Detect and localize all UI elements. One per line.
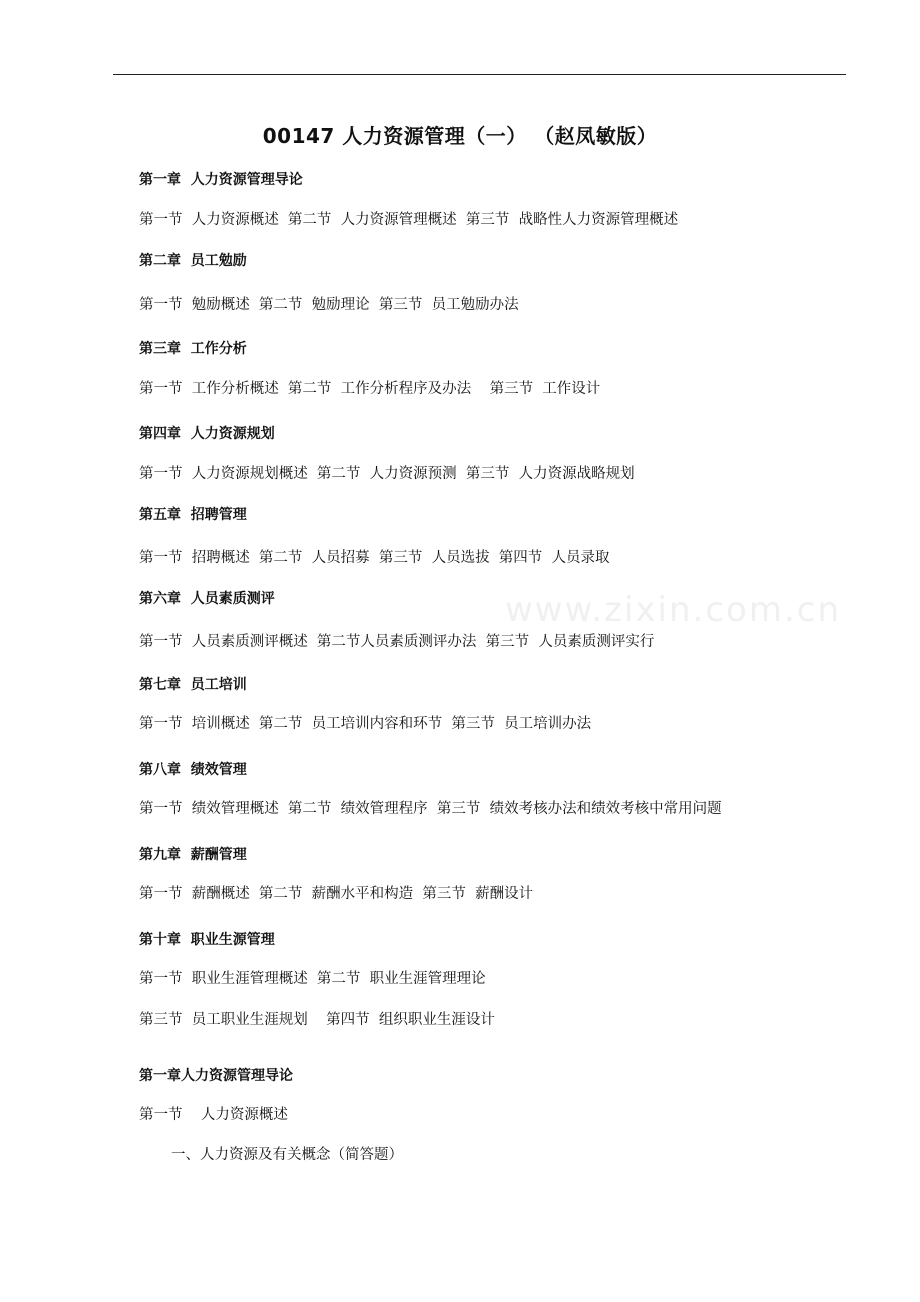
body-section-heading: 第一节 人力资源概述 (139, 1107, 288, 1123)
body-subsection: 一、人力资源及有关概念（简答题） (171, 1147, 403, 1163)
toc-sections-2: 第一节 勉励概述 第二节 勉励理论 第三节 员工勉励办法 (139, 297, 519, 313)
toc-chapter-4: 第四章 人力资源规划 (139, 426, 275, 442)
toc-sections-10a: 第一节 职业生涯管理概述 第二节 职业生涯管理理论 (139, 971, 486, 987)
toc-chapter-9: 第九章 薪酬管理 (139, 847, 247, 863)
toc-sections-5: 第一节 招聘概述 第二节 人员招募 第三节 人员选拔 第四节 人员录取 (139, 550, 610, 566)
document-title: 00147 人力资源管理（一） （赵凤敏版） (262, 124, 658, 148)
toc-chapter-6: 第六章 人员素质测评 (139, 591, 275, 607)
toc-chapter-8: 第八章 绩效管理 (139, 762, 247, 778)
toc-sections-6: 第一节 人员素质测评概述 第二节人员素质测评办法 第三节 人员素质测评实行 (139, 634, 655, 650)
toc-sections-4: 第一节 人力资源规划概述 第二节 人力资源预测 第三节 人力资源战略规划 (139, 466, 635, 482)
toc-chapter-10: 第十章 职业生源管理 (139, 932, 275, 948)
toc-sections-7: 第一节 培训概述 第二节 员工培训内容和环节 第三节 员工培训办法 (139, 716, 592, 732)
toc-sections-3: 第一节 工作分析概述 第二节 工作分析程序及办法 第三节 工作设计 (139, 381, 601, 397)
toc-chapter-1: 第一章 人力资源管理导论 (139, 172, 303, 188)
watermark: www.zixin.com.cn (505, 590, 841, 630)
toc-chapter-3: 第三章 工作分析 (139, 341, 247, 357)
toc-chapter-7: 第七章 员工培训 (139, 677, 247, 693)
toc-sections-8: 第一节 绩效管理概述 第二节 绩效管理程序 第三节 绩效考核办法和绩效考核中常用问题 (139, 801, 722, 817)
toc-sections-1: 第一节 人力资源概述 第二节 人力资源管理概述 第三节 战略性人力资源管理概述 (139, 212, 679, 228)
toc-chapter-5: 第五章 招聘管理 (139, 507, 247, 523)
toc-sections-10b: 第三节 员工职业生涯规划 第四节 组织职业生涯设计 (139, 1012, 495, 1028)
toc-chapter-2: 第二章 员工勉励 (139, 253, 247, 269)
toc-sections-9: 第一节 薪酬概述 第二节 薪酬水平和构造 第三节 薪酬设计 (139, 886, 534, 902)
body-chapter-heading: 第一章人力资源管理导论 (139, 1068, 293, 1084)
header-rule (113, 74, 846, 75)
